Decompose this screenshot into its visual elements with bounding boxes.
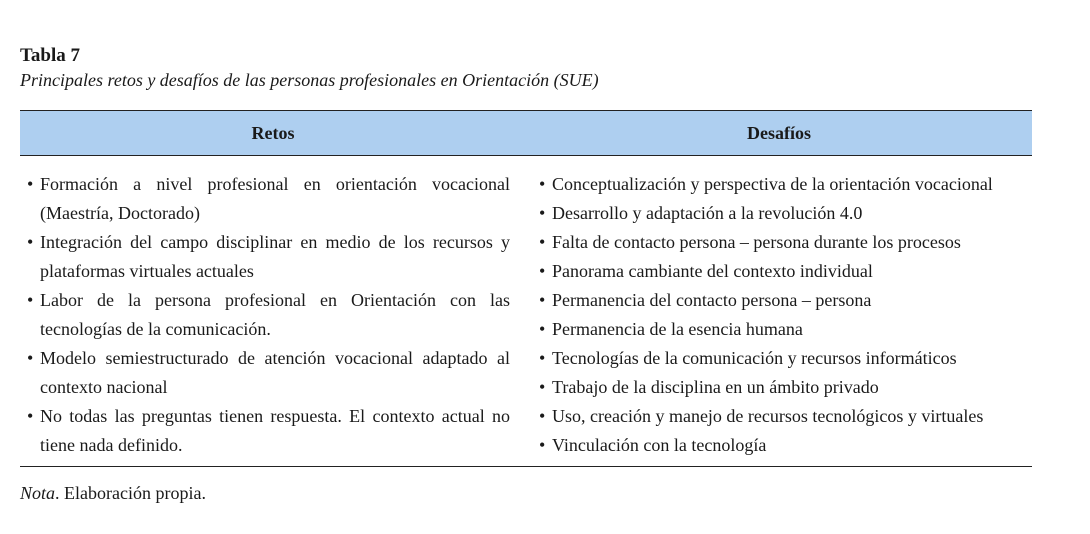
retos-list-item (20, 170, 526, 228)
table-label: Tabla 7 (20, 45, 81, 66)
bullet-icon: • (539, 348, 546, 368)
column-header-desafios: Desafíos (526, 111, 1032, 156)
bullet-icon: • (539, 319, 546, 339)
retos-item-text: Integración del campo disciplinar en medio de los recursos y plataformas virtuales actuales (40, 232, 510, 281)
desafios-item-text: Trabajo de la disciplina en un ámbito privado (552, 377, 879, 397)
desafios-list-item (526, 257, 1032, 286)
retos-list-item (20, 286, 526, 344)
bullet-icon: • (27, 348, 34, 368)
desafios-list-item (526, 315, 1032, 344)
desafios-item-text: Tecnologías de la comunicación y recursos informáticos (552, 348, 957, 368)
table-note (20, 481, 1032, 505)
desafios-list (526, 170, 1032, 460)
column-header-retos: Retos (20, 111, 526, 156)
retos-list-item (20, 402, 526, 460)
bullet-icon: • (539, 435, 546, 455)
bullet-icon: • (539, 232, 546, 252)
desafios-item-text: Vinculación con la tecnología (552, 435, 767, 455)
desafios-list-item (526, 199, 1032, 228)
retos-list-item (20, 344, 526, 402)
desafios-list-item (526, 402, 1032, 431)
desafios-item-text: Permanencia del contacto persona – persona (552, 290, 872, 310)
desafios-list-item (526, 286, 1032, 315)
desafios-list-item (526, 344, 1032, 373)
bullet-icon: • (539, 406, 546, 426)
bullet-icon: • (539, 290, 546, 310)
desafios-item-text: Uso, creación y manejo de recursos tecnológicos y virtuales (552, 406, 984, 426)
desafios-item-text: Conceptualización y perspectiva de la orientación vocacional (552, 174, 993, 194)
retos-item-text: Modelo semiestructurado de atención vocacional adaptado al contexto nacional (40, 348, 510, 397)
retos-cell (20, 156, 526, 467)
note-text: . Elaboración propia. (55, 483, 206, 503)
retos-item-text: Formación a nivel profesional en orientación vocacional (Maestría, Doctorado) (40, 174, 510, 223)
bullet-icon: • (27, 174, 34, 194)
desafios-cell (526, 156, 1032, 467)
desafios-list-item (526, 373, 1032, 402)
bullet-icon: • (539, 174, 546, 194)
note-label: Nota (20, 483, 56, 503)
retos-desafios-table (20, 110, 1032, 467)
table-title: Principales retos y desafíos de las personas profesionales en Orientación (SUE) (20, 70, 599, 90)
desafios-list-item (526, 170, 1032, 199)
retos-item-text: No todas las preguntas tienen respuesta. El contexto actual no tiene nada definido. (40, 406, 510, 455)
bullet-icon: • (27, 290, 34, 310)
retos-list (20, 170, 526, 460)
desafios-item-text: Permanencia de la esencia humana (552, 319, 803, 339)
retos-list-item (20, 228, 526, 286)
desafios-item-text: Falta de contacto persona – persona durante los procesos (552, 232, 961, 252)
table-figure (20, 44, 1032, 505)
bullet-icon: • (27, 406, 34, 426)
bullet-icon: • (539, 261, 546, 281)
table-header-row (20, 111, 1032, 156)
desafios-item-text: Desarrollo y adaptación a la revolución 4.0 (552, 203, 863, 223)
bullet-icon: • (539, 203, 546, 223)
bullet-icon: • (27, 232, 34, 252)
bullet-icon: • (539, 377, 546, 397)
table-body-row (20, 156, 1032, 467)
desafios-list-item (526, 228, 1032, 257)
desafios-list-item (526, 431, 1032, 460)
desafios-item-text: Panorama cambiante del contexto individual (552, 261, 873, 281)
retos-item-text: Labor de la persona profesional en Orientación con las tecnologías de la comunicación. (40, 290, 510, 339)
